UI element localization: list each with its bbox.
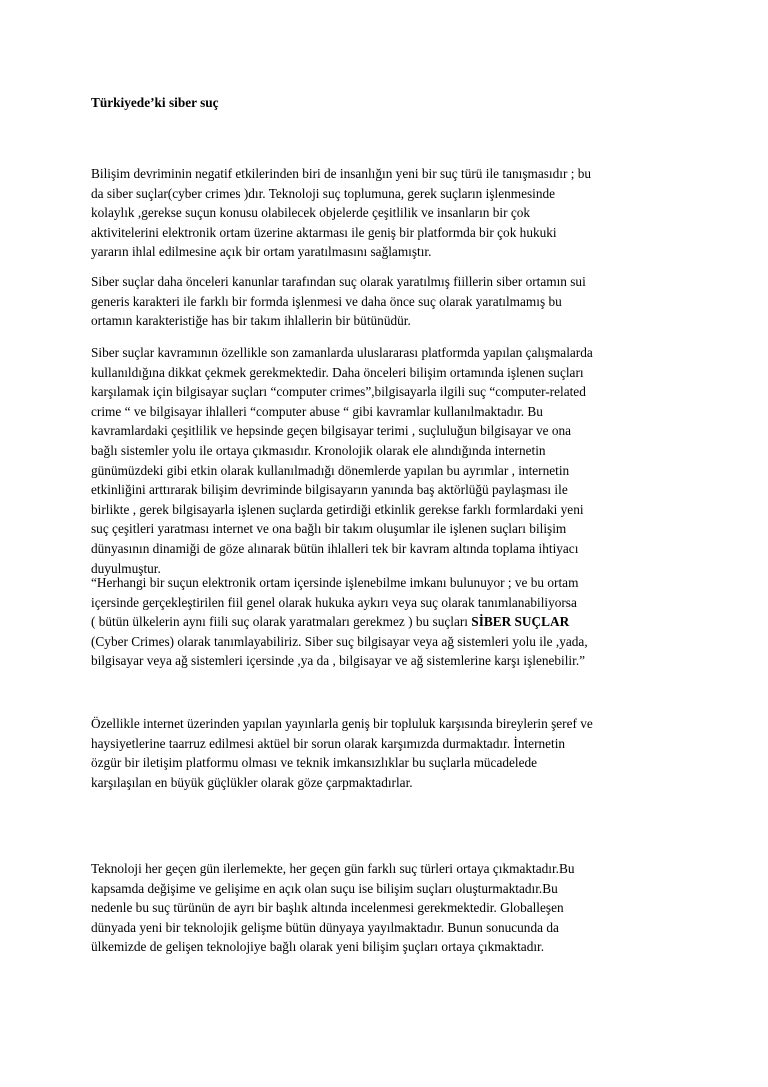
text-line: generis karakteri ile farklı bir formda işlenmesi ve daha önce suç olarak yaratılmamış bu	[91, 293, 562, 309]
text-line: Siber suçlar daha önceleri kanunlar tarafından suç olarak yaratılmış fiillerin siber ortamın sui	[91, 274, 586, 289]
text-line: ülkemizde de gelişen teknolojiye bağlı olarak yeni bilişim şuçları ortaya çıkmaktadır.	[91, 939, 545, 955]
paragraph-4-quote	[91, 573, 691, 671]
text-line: etkinliğini arttırarak bilişim devriminde bilgisayarın yanında baş aktörlüğü paylaşması ile	[91, 482, 568, 498]
text-line: “Herhangi bir suçun elektronik ortam içersinde işlenebilme imkanı bulunuyor ; ve bu ortam	[91, 575, 579, 590]
text-line: birlikte , gerek bilgisayarla işlenen suçlarda getirdiği etkinlik gerekse farklı formlardaki yeni	[91, 501, 584, 517]
paragraph-5	[91, 714, 691, 792]
text-line: karşılamak için bilgisayar suçları “computer crimes”,bilgisayarla ilgili suç “computer-related	[91, 384, 586, 400]
text-line: nedenle bu suç türünün de ayrı bir başlık altında incelenmesi gerekmektedir. Globalleşen	[91, 900, 564, 916]
text-line: Teknoloji her geçen gün ilerlemekte, her geçen gün farklı suç türleri ortaya çıkmaktadır.Bu	[91, 861, 575, 876]
text-line: yararın ihlal edilmesine açık bir ortam yaratılmasını sağlamıştır.	[91, 244, 432, 260]
text-line: aktivitelerini elektronik ortam üzerine aktarması ile geniş bir platformda bir çok hukuki	[91, 224, 557, 240]
text-line: haysiyetlerine taarruz edilmesi aktüel bir sorun olarak karşımızda durmaktadır. İnternetin	[91, 735, 566, 751]
text-line: özgür bir iletişim platformu olması ve teknik imkansızlıklar bu suçlarla mücadelede	[91, 755, 538, 771]
text-line: Özellikle internet üzerinden yapılan yayınlarla geniş bir topluluk karşısında bireylerin şeref ve	[91, 716, 593, 731]
text-line: da siber suçlar(cyber crimes )dır. Teknoloji suç toplumuna, gerek suçların işlenmesinde	[91, 185, 556, 201]
text-line: günümüzdeki gibi etkin olarak kullanılmadığı dönemlerde yapılan bu ayrımlar , internetin	[91, 462, 570, 478]
text-line: kullanıldığına dikkat çekmek gerekmektedir. Daha önceleri bilişim ortamında işlenen suçları	[91, 364, 584, 380]
text-line: bağlı sistemler yolu ile ortaya çıkmasıdır. Kronolojik olarak ele alındığında internetin	[91, 442, 546, 458]
text-line: (Cyber Crimes) olarak tanımlayabiliriz. Siber suç bilgisayar veya ağ sistemleri yolu ile ,yada,	[91, 633, 588, 649]
text-line: karşılaşılan en büyük güçlükler olarak göze çarpmaktadırlar.	[91, 774, 413, 790]
text-line: kolaylık ,gerekse suçun konusu olabilecek objelerde çeşitlilik ve insanların bir çok	[91, 205, 531, 221]
text-line: dünyasının dinamiği de göze alınarak bütün ihlalleri tek bir kavram altında toplama ihtiyacı	[91, 540, 579, 556]
text-line: Siber suçlar kavramının özellikle son zamanlarda uluslararası platformda yapılan çalışmalarda	[91, 345, 593, 360]
text-line: duyulmuştur.	[91, 560, 161, 576]
text-line	[91, 612, 691, 632]
text-line: ortamın karakteristiğe has bir takım ihlallerin bir bütünüdür.	[91, 313, 411, 329]
document-title: Türkiyede’ki siber suç	[91, 95, 219, 110]
paragraph-3	[91, 343, 691, 578]
paragraph-6	[91, 859, 691, 957]
text-line: kavramlardaki çeşitlilik ve hepsinde geçen bilgisayar terimi , suçluluğun bilgisayar ve ona	[91, 423, 572, 439]
text-line: içersinde gerçekleştirilen fiil genel olarak hukuka aykırı veya suç olarak tanımlanabiliyorsa	[91, 594, 577, 610]
paragraph-1	[91, 164, 691, 262]
text-segment: ( bütün ülkelerin aynı fiili suç olarak yaratmaları gerekmez ) bu suçları	[91, 614, 472, 630]
text-line: dünyada yeni bir teknolojik gelişme bütün dünyaya yayılmaktadır. Bunun sonucunda da	[91, 919, 559, 935]
emphasized-term: SİBER SUÇLAR	[471, 614, 570, 630]
paragraph-2	[91, 272, 691, 331]
text-line: Bilişim devriminin negatif etkilerinden biri de insanlığın yeni bir suç türü ile tanışmasıdır ; bu	[91, 166, 592, 181]
text-line: crime “ ve bilgisayar ihlalleri “computer abuse “ gibi kavramlar kullanılmaktadır. Bu	[91, 403, 543, 419]
text-line: kapsamda değişime ve gelişime en açık olan suçu ise bilişim suçları oluşturmaktadır.Bu	[91, 880, 558, 896]
text-line: bilgisayar veya ağ sistemleri içersinde ,ya da , bilgisayar ve ağ sistemlerine karşı işlenebilir.”	[91, 653, 586, 669]
text-line: suç çeşitleri yaratması internet ve ona bağlı bir takım oluşumlar ile işlenen suçları bilişim	[91, 521, 567, 537]
